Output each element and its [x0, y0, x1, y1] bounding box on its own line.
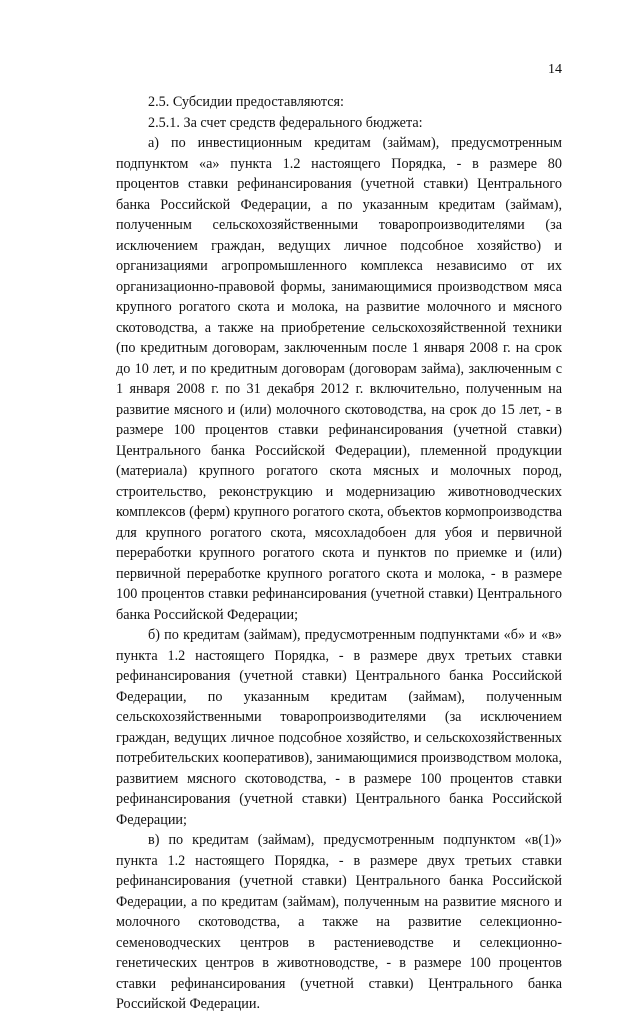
page-number: 14 — [548, 62, 562, 77]
paragraph-a: а) по инвестиционным кредитам (займам), предусмотренным подпунктом «а» пункта 1.2 настоящего Порядка, - в размере 80 процентов ставки рефинансирования (учетной ставки) Центрального банка Российской Федерации, а по указанным кредитам (займам), полученным сельскохозяйственными товаропроизводителями (за исключением граждан, ведущих личное подсобное хозяйство) и организациями агропромышленного комплекса независимо от их организационно-правовой формы, занимающимися производством мяса крупного рогатого скота и молока, на развитие молочного и мясного скотоводства, а также на приобретение сельскохозяйственной техники (по кредитным договорам, заключенным после 1 января 2008 г. на срок до 10 лет, и по кредитным договорам (договорам займа), заключенным с 1 января 2008 г. по 31 декабря 2012 г. включительно, полученным на развитие мясного и (или) молочного скотоводства, на срок до 15 лет, - в размере 100 процентов ставки рефинансирования (учетной ставки) Центрального банка Российской Федерации), племенной продукции (материала) крупного рогатого скота мясных и молочных пород, строительство, реконструкцию и модернизацию животноводческих комплексов (ферм) крупного рогатого скота, объектов кормопроизводства для крупного рогатого скота, мясохладобоен для убоя и первичной переработки крупного рогатого скота и пунктов по приемке и (или) первичной переработке крупного рогатого скота и молока, - в размере 100 процентов ставки рефинансирования (учетной ставки) Центрального банка Российской Федерации; — [116, 135, 562, 623]
section-heading: 2.5. Субсидии предоставляются: — [148, 94, 344, 110]
subsection-heading: 2.5.1. За счет средств федерального бюджета: — [148, 114, 423, 131]
paragraph-v: в) по кредитам (займам), предусмотренным подпунктом «в(1)» пункта 1.2 настоящего Порядка, - в размере двух третьих ставки рефинансирования (учетной ставки) Центрального банка Российской Федерации, а по кредитам (займам), полученным на развитие мясного и молочного скотоводства, а также на развитие селекционно-семеноводческих центров в растениеводстве и селекционно-генетических центров в животноводстве, - в размере 100 процентов ставки рефинансирования (учетной ставки) Центрального банка Российской Федерации. — [116, 832, 562, 1012]
document-body — [116, 92, 562, 1015]
paragraph-b: б) по кредитам (займам), предусмотренным подпунктами «б» и «в» пункта 1.2 настоящего Порядка, - в размере двух третьих ставки рефинансирования (учетной ставки) Центрального банка Российской Федерации, по указанным кредитам (займам), полученным сельскохозяйственными товаропроизводителями (за исключением граждан, ведущих личное подсобное хозяйство, и сельскохозяйственных потребительских кооперативов), занимающимися производством молока, развитием мясного скотоводства, - в размере 100 процентов ставки рефинансирования (учетной ставки) Центрального банка Российской Федерации; — [116, 627, 562, 828]
